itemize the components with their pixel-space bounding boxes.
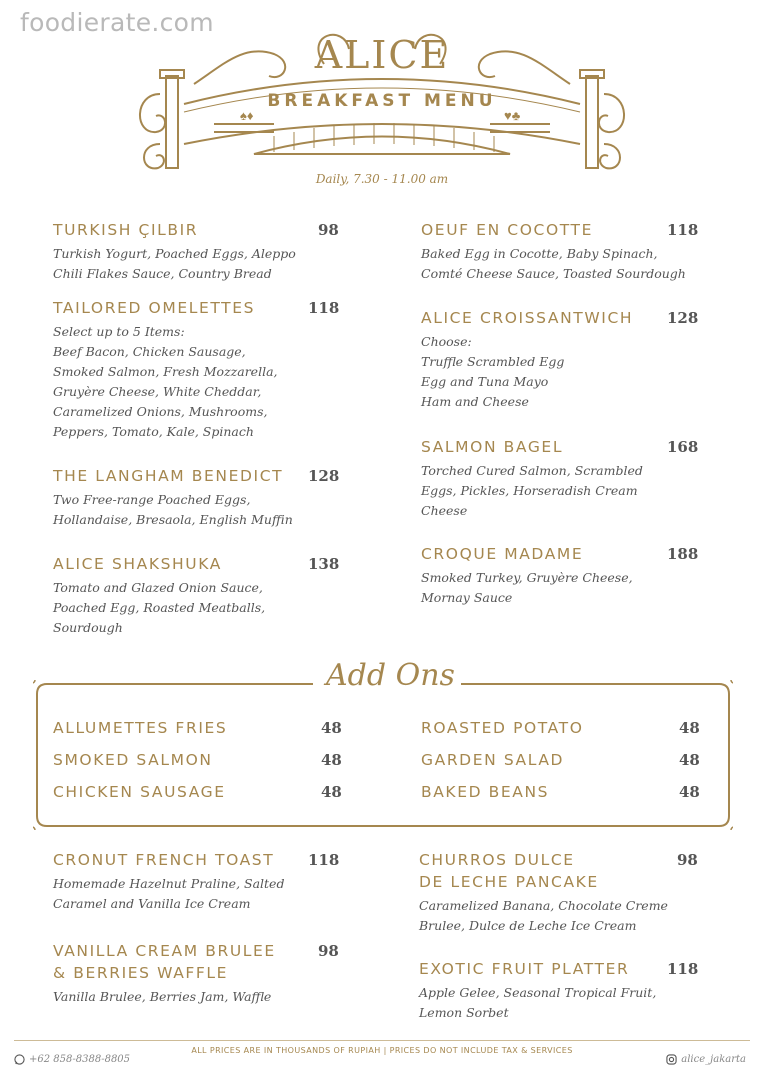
instagram-handle: alice_jakarta xyxy=(681,1054,746,1065)
item-name: CRONUT FRENCH TOAST xyxy=(53,851,275,869)
item-name-line1: CHURROS DULCE xyxy=(419,851,575,869)
addon-name: SMOKED SALMON xyxy=(53,751,213,769)
menu-item xyxy=(53,219,296,284)
item-name: SALMON BAGEL xyxy=(421,438,564,456)
item-description: Torched Cured Salmon, Scrambled Eggs, Pickles, Horseradish Cream Cheese xyxy=(421,463,643,518)
addon-name: GARDEN SALAD xyxy=(421,751,565,769)
menu-item xyxy=(53,849,284,914)
item-name: CROQUE MADAME xyxy=(421,545,584,563)
whatsapp-icon xyxy=(14,1054,25,1065)
menu-item xyxy=(421,307,633,412)
item-price: 128 xyxy=(667,309,699,327)
item-description: Turkish Yogurt, Poached Eggs, Aleppo Chili Flakes Sauce, Country Bread xyxy=(53,246,296,281)
phone-contact[interactable] xyxy=(14,1054,130,1065)
menu-item xyxy=(53,465,293,530)
item-name-line2: DE LECHE PANCAKE xyxy=(419,873,599,891)
menu-item xyxy=(53,940,276,1007)
item-name: TURKISH ÇILBIR xyxy=(53,221,199,239)
menu-item xyxy=(421,219,686,284)
menu-item xyxy=(421,436,643,521)
svg-text:♥♣: ♥♣ xyxy=(504,108,521,123)
item-name-line2: & BERRIES WAFFLE xyxy=(53,964,229,982)
item-description: Tomato and Glazed Onion Sauce, Poached Egg, Roasted Meatballs, Sourdough xyxy=(53,580,266,635)
footer-divider xyxy=(14,1040,750,1041)
item-price: 98 xyxy=(677,851,698,869)
brand-name: ALICE xyxy=(314,33,450,77)
item-description: Homemade Hazelnut Praline, Salted Caramel and Vanilla Ice Cream xyxy=(53,876,285,911)
instagram-icon xyxy=(666,1054,677,1065)
item-description: Choose: Truffle Scrambled Egg Egg and Tuna Mayo Ham and Cheese xyxy=(421,334,565,409)
addon-price: 48 xyxy=(679,783,700,801)
item-price: 118 xyxy=(308,299,340,317)
menu-item xyxy=(421,543,633,608)
item-price: 118 xyxy=(308,851,340,869)
addon-name: ALLUMETTES FRIES xyxy=(53,719,228,737)
menu-item xyxy=(419,849,668,936)
addon-price: 48 xyxy=(679,751,700,769)
addon-price: 48 xyxy=(321,719,342,737)
menu-title: BREAKFAST MENU xyxy=(267,91,497,111)
item-name: OEUF EN COCOTTE xyxy=(421,221,593,239)
item-description: Smoked Turkey, Gruyère Cheese, Mornay Sauce xyxy=(421,570,633,605)
phone-number: +62 858-8388-8805 xyxy=(29,1054,131,1065)
item-price: 118 xyxy=(667,960,699,978)
item-price: 98 xyxy=(318,942,339,960)
addon-name: ROASTED POTATO xyxy=(421,719,584,737)
addon-name: CHICKEN SAUSAGE xyxy=(53,783,226,801)
item-description: Baked Egg in Cocotte, Baby Spinach, Comté Cheese Sauce, Toasted Sourdough xyxy=(421,246,686,281)
header-ornament xyxy=(134,24,630,174)
svg-text:♠♦: ♠♦ xyxy=(240,108,254,123)
addons-title: Add Ons xyxy=(320,658,461,693)
addon-price: 48 xyxy=(321,783,342,801)
addon-price: 48 xyxy=(321,751,342,769)
item-name: EXOTIC FRUIT PLATTER xyxy=(419,960,630,978)
opening-hours: Daily, 7.30 - 11.00 am xyxy=(315,172,449,186)
item-price: 138 xyxy=(308,555,340,573)
watermark: foodierate.com xyxy=(20,8,214,37)
item-description: Select up to 5 Items: Beef Bacon, Chicken Sausage, Smoked Salmon, Fresh Mozzarella, Gruyère Cheese, White Cheddar, Caramelized Onions, Mushrooms, Peppers, Tomato, Kale, Spinach xyxy=(53,324,278,439)
item-name: THE LANGHAM BENEDICT xyxy=(53,467,284,485)
price-disclaimer: ALL PRICES ARE IN THOUSANDS OF RUPIAH | PRICES DO NOT INCLUDE TAX & SERVICES xyxy=(191,1046,573,1055)
menu-item xyxy=(419,958,656,1023)
menu-item xyxy=(53,553,265,638)
item-price: 128 xyxy=(308,467,340,485)
addon-price: 48 xyxy=(679,719,700,737)
item-price: 168 xyxy=(667,438,699,456)
addon-name: BAKED BEANS xyxy=(421,783,550,801)
item-description: Caramelized Banana, Chocolate Creme Brulee, Dulce de Leche Ice Cream xyxy=(419,898,668,933)
item-name: ALICE SHAKSHUKA xyxy=(53,555,222,573)
item-price: 188 xyxy=(667,545,699,563)
item-name: TAILORED OMELETTES xyxy=(53,299,256,317)
item-description: Two Free-range Poached Eggs, Hollandaise, Bresaola, English Muffin xyxy=(53,492,293,527)
item-description: Vanilla Brulee, Berries Jam, Waffle xyxy=(53,989,272,1004)
item-name: ALICE CROISSANTWICH xyxy=(421,309,634,327)
item-price: 98 xyxy=(318,221,339,239)
instagram-contact[interactable] xyxy=(666,1054,746,1065)
item-description: Apple Gelee, Seasonal Tropical Fruit, Lemon Sorbet xyxy=(419,985,657,1020)
item-price: 118 xyxy=(667,221,699,239)
item-name-line1: VANILLA CREAM BRULEE xyxy=(53,942,276,960)
menu-item xyxy=(53,297,278,442)
